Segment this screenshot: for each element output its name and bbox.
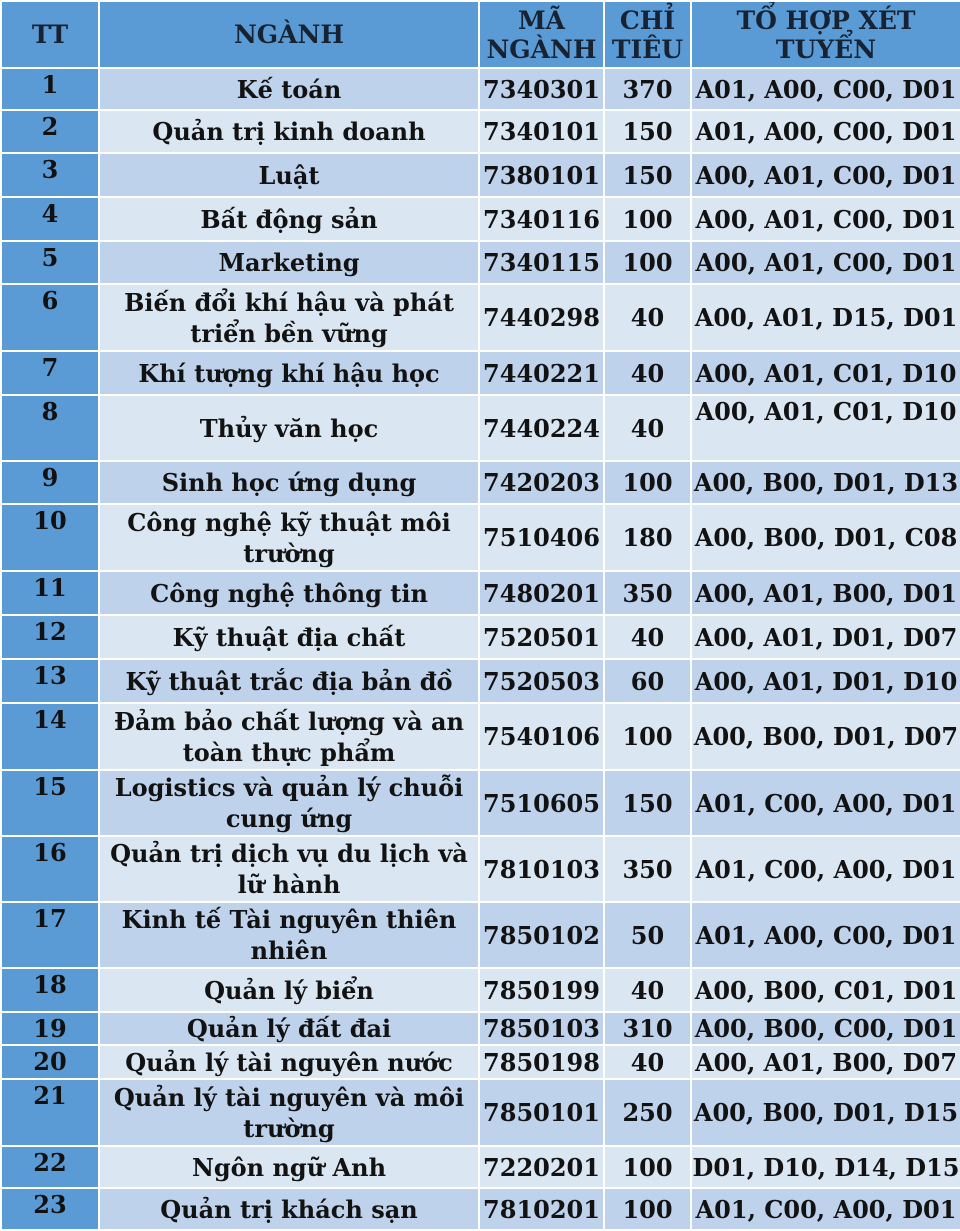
- table-row: [1, 615, 960, 659]
- major-name: Quản trị khách sạn: [99, 1188, 479, 1230]
- major-code: 7850101: [479, 1079, 604, 1146]
- table-row: [1, 110, 960, 153]
- major-name: Quản lý biển: [99, 968, 479, 1012]
- major-name: Quản lý đất đai: [99, 1012, 479, 1045]
- major-code: 7420203: [479, 461, 604, 504]
- major-name: Kế toán: [99, 68, 479, 110]
- major-code: 7510605: [479, 770, 604, 836]
- major-name: Kỹ thuật địa chất: [99, 615, 479, 659]
- quota-value: 100: [604, 1146, 691, 1188]
- table-row: [1, 504, 960, 571]
- major-name: Bất động sản: [99, 197, 479, 241]
- row-number: 15: [1, 770, 99, 836]
- subject-combination: A00, A01, D01, D10: [691, 659, 960, 703]
- subject-combination: A00, B00, D01, D13: [691, 461, 960, 504]
- table-row: [1, 1188, 960, 1230]
- subject-combination: A00, A01, C00, D01: [691, 197, 960, 241]
- major-code: 7340116: [479, 197, 604, 241]
- quota-value: 100: [604, 461, 691, 504]
- major-name: Luật: [99, 153, 479, 197]
- table-row: [1, 153, 960, 197]
- row-number: 11: [1, 571, 99, 615]
- row-number: 21: [1, 1079, 99, 1146]
- row-number: 9: [1, 461, 99, 504]
- table-row: [1, 968, 960, 1012]
- table-row: [1, 68, 960, 110]
- row-number: 1: [1, 68, 99, 110]
- quota-value: 150: [604, 110, 691, 153]
- subject-combination: A01, A00, C00, D01: [691, 902, 960, 968]
- major-name: Quản lý tài nguyên nước: [99, 1045, 479, 1079]
- row-number: 2: [1, 110, 99, 153]
- row-number: 12: [1, 615, 99, 659]
- table-row: [1, 902, 960, 968]
- table-row: [1, 351, 960, 395]
- subject-combination: A01, A00, C00, D01: [691, 68, 960, 110]
- major-code: 7340301: [479, 68, 604, 110]
- subject-combination: A00, B00, D01, D07: [691, 703, 960, 770]
- row-number: 16: [1, 836, 99, 902]
- subject-combination: A00, A01, D01, D07: [691, 615, 960, 659]
- major-code: 7440298: [479, 284, 604, 351]
- subject-combination: A01, C00, A00, D01: [691, 1188, 960, 1230]
- major-code: 7480201: [479, 571, 604, 615]
- row-number: 3: [1, 153, 99, 197]
- major-name: Kỹ thuật trắc địa bản đồ: [99, 659, 479, 703]
- major-code: 7850199: [479, 968, 604, 1012]
- subject-combination: A00, A01, B00, D01: [691, 571, 960, 615]
- quota-value: 100: [604, 241, 691, 284]
- quota-value: 180: [604, 504, 691, 571]
- subject-combination: A00, B00, D01, C08: [691, 504, 960, 571]
- table-row: [1, 395, 960, 461]
- subject-combination: A00, B00, D01, D15: [691, 1079, 960, 1146]
- header-tt: TT: [1, 1, 99, 68]
- subject-combination: A01, C00, A00, D01: [691, 770, 960, 836]
- major-name: Logistics và quản lý chuỗi cung ứng: [99, 770, 479, 836]
- quota-value: 310: [604, 1012, 691, 1045]
- major-code: 7540106: [479, 703, 604, 770]
- header-major: NGÀNH: [99, 1, 479, 68]
- subject-combination: A00, A01, C00, D01: [691, 153, 960, 197]
- table-row: [1, 1012, 960, 1045]
- major-code: 7220201: [479, 1146, 604, 1188]
- table-row: [1, 770, 960, 836]
- table-row: [1, 703, 960, 770]
- major-name: Công nghệ thông tin: [99, 571, 479, 615]
- major-code: 7850103: [479, 1012, 604, 1045]
- table-body: [1, 68, 960, 1230]
- subject-combination: A01, A00, C00, D01: [691, 110, 960, 153]
- quota-value: 50: [604, 902, 691, 968]
- row-number: 20: [1, 1045, 99, 1079]
- major-code: 7810103: [479, 836, 604, 902]
- quota-value: 40: [604, 284, 691, 351]
- quota-value: 350: [604, 836, 691, 902]
- major-code: 7380101: [479, 153, 604, 197]
- row-number: 22: [1, 1146, 99, 1188]
- subject-combination: A00, A01, C00, D01: [691, 241, 960, 284]
- row-number: 5: [1, 241, 99, 284]
- header-row: [1, 1, 960, 68]
- major-code: 7340101: [479, 110, 604, 153]
- subject-combination: A00, B00, C00, D01: [691, 1012, 960, 1045]
- major-code: 7440224: [479, 395, 604, 461]
- major-name: Quản trị dịch vụ du lịch và lữ hành: [99, 836, 479, 902]
- quota-value: 150: [604, 153, 691, 197]
- table-row: [1, 461, 960, 504]
- major-name: Kinh tế Tài nguyên thiên nhiên: [99, 902, 479, 968]
- major-code: 7850198: [479, 1045, 604, 1079]
- quota-value: 40: [604, 968, 691, 1012]
- row-number: 13: [1, 659, 99, 703]
- major-name: Sinh học ứng dụng: [99, 461, 479, 504]
- major-code: 7440221: [479, 351, 604, 395]
- major-name: Công nghệ kỹ thuật môi trường: [99, 504, 479, 571]
- row-number: 6: [1, 284, 99, 351]
- major-name: Marketing: [99, 241, 479, 284]
- major-name: Thủy văn học: [99, 395, 479, 461]
- quota-value: 40: [604, 351, 691, 395]
- table-row: [1, 197, 960, 241]
- quota-value: 350: [604, 571, 691, 615]
- subject-combination: A00, A01, C01, D10: [691, 395, 960, 461]
- table-row: [1, 659, 960, 703]
- subject-combination: A00, A01, D15, D01: [691, 284, 960, 351]
- major-code: 7340115: [479, 241, 604, 284]
- subject-combination: A01, C00, A00, D01: [691, 836, 960, 902]
- row-number: 10: [1, 504, 99, 571]
- row-number: 18: [1, 968, 99, 1012]
- table-row: [1, 1045, 960, 1079]
- table-row: [1, 1079, 960, 1146]
- row-number: 23: [1, 1188, 99, 1230]
- quota-value: 40: [604, 1045, 691, 1079]
- subject-combination: A00, B00, C01, D01: [691, 968, 960, 1012]
- header-quota: CHỈ TIÊU: [604, 1, 691, 68]
- table-row: [1, 571, 960, 615]
- quota-value: 370: [604, 68, 691, 110]
- major-name: Quản trị kinh doanh: [99, 110, 479, 153]
- quota-value: 40: [604, 395, 691, 461]
- major-name: Ngôn ngữ Anh: [99, 1146, 479, 1188]
- row-number: 14: [1, 703, 99, 770]
- row-number: 8: [1, 395, 99, 461]
- major-name: Đảm bảo chất lượng và an toàn thực phẩm: [99, 703, 479, 770]
- table-row: [1, 1146, 960, 1188]
- table-row: [1, 284, 960, 351]
- subject-combination: A00, A01, C01, D10: [691, 351, 960, 395]
- table-row: [1, 836, 960, 902]
- quota-value: 250: [604, 1079, 691, 1146]
- subject-combination: D01, D10, D14, D15: [691, 1146, 960, 1188]
- row-number: 17: [1, 902, 99, 968]
- major-code: 7510406: [479, 504, 604, 571]
- quota-value: 60: [604, 659, 691, 703]
- subject-combination: A00, A01, B00, D07: [691, 1045, 960, 1079]
- major-code: 7520501: [479, 615, 604, 659]
- row-number: 4: [1, 197, 99, 241]
- quota-value: 150: [604, 770, 691, 836]
- quota-value: 40: [604, 615, 691, 659]
- row-number: 19: [1, 1012, 99, 1045]
- major-code: 7810201: [479, 1188, 604, 1230]
- major-code: 7850102: [479, 902, 604, 968]
- major-code: 7520503: [479, 659, 604, 703]
- header-code: MÃ NGÀNH: [479, 1, 604, 68]
- quota-value: 100: [604, 1188, 691, 1230]
- row-number: 7: [1, 351, 99, 395]
- header-combo: TỔ HỢP XÉT TUYỂN: [691, 1, 960, 68]
- major-name: Biến đổi khí hậu và phát triển bền vững: [99, 284, 479, 351]
- table-row: [1, 241, 960, 284]
- major-name: Khí tượng khí hậu học: [99, 351, 479, 395]
- major-name: Quản lý tài nguyên và môi trường: [99, 1079, 479, 1146]
- quota-value: 100: [604, 703, 691, 770]
- quota-value: 100: [604, 197, 691, 241]
